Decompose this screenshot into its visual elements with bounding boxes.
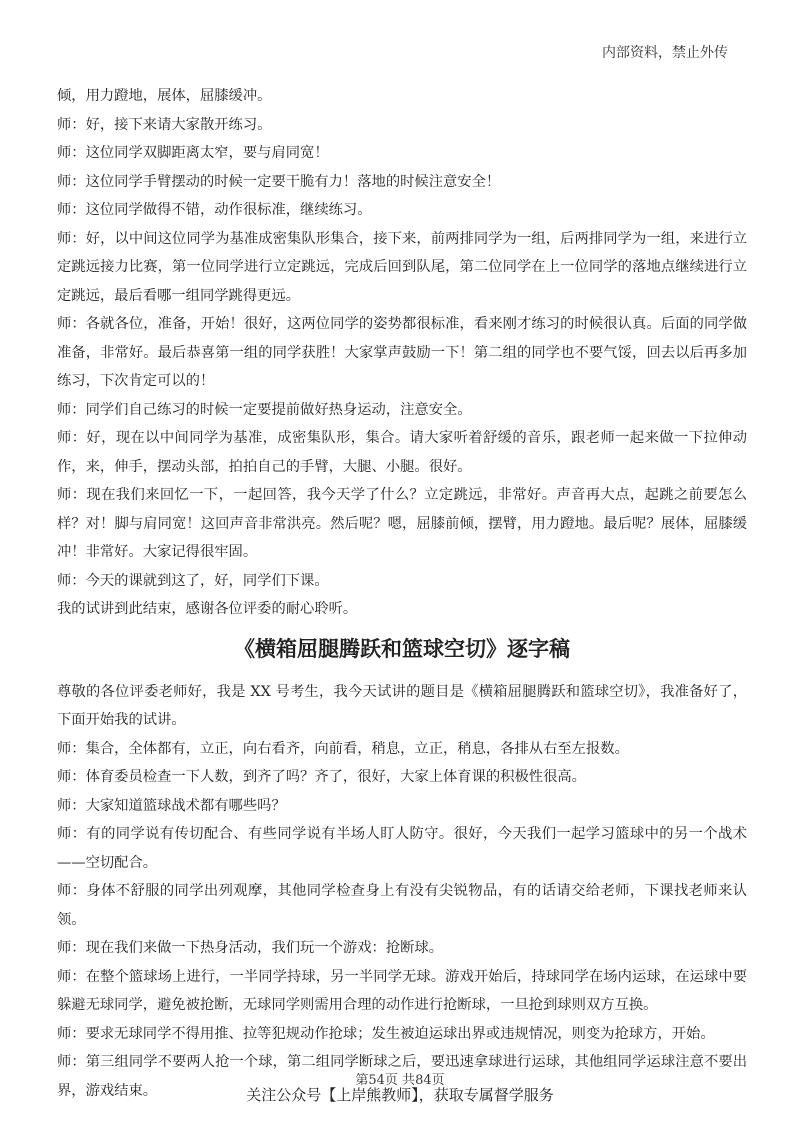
paragraph: 师：今天的课就到这了，好，同学们下课。 bbox=[57, 572, 329, 589]
paragraph: 师：好，接下来请大家散开练习。 bbox=[57, 116, 272, 133]
section-title: 《横箱屈腿腾跃和篮球空切》逐字稿 bbox=[234, 636, 570, 661]
paragraph: 师：这位同学双脚距离太窄，要与肩同宽！ bbox=[57, 145, 329, 161]
paragraph: 师：要求无球同学不得用推、拉等犯规动作抢球；发生被迫运球出界或违规情况，则变为抢球方，开始。 bbox=[57, 1025, 715, 1042]
footer-promo: 关注公众号【上岸熊教师】，获取专属督学服务 bbox=[246, 1086, 554, 1104]
section-1 bbox=[57, 82, 747, 624]
paragraph: 师：好，以中间这位同学为基准成密集队形集合，接下来，前两排同学为一组，后两排同学为一组，来进行立定跳远接力比赛，第一位同学进行立定跳远，完成后回到队尾，第二位同学在上一位同学的落地点继续进行立定跳远，最后看哪一组同学跳得更远。 bbox=[57, 230, 747, 304]
paragraph: 师：体育委员检查一下人数，到齐了吗？齐了，很好，大家上体育课的积极性很高。 bbox=[57, 769, 586, 785]
paragraph: 师：现在我们来做一下热身活动，我们玩一个游戏：抢断球。 bbox=[57, 940, 444, 956]
paragraph: 师：各就各位，准备，开始！很好，这两位同学的姿势都很标准，看来刚才练习的时候很认真。后面的同学做准备，非常好。最后恭喜第一组的同学获胜！大家掌声鼓励一下！第二组的同学也不要气馁，回去以后再多加练习，下次肯定可以的！ bbox=[57, 316, 747, 389]
section-2 bbox=[57, 678, 747, 1106]
paragraph: 师：第三组同学不要两人抢一个球，第二组同学断球之后，要迅速拿球进行运球，其他组同学运球注意不要出界，游戏结束。 bbox=[57, 1054, 747, 1099]
paragraph: 我的试讲到此结束，感谢各位评委的耐心聆听。 bbox=[57, 601, 358, 617]
page-number: 第54页 共84页 bbox=[355, 1073, 445, 1088]
paragraph: 师：好，现在以中间同学为基准，成密集队形，集合。请大家听着舒缓的音乐，跟老师一起来做一下拉伸动作，来，伸手，摆动头部，拍拍自己的手臂，大腿、小腿。很好。 bbox=[57, 430, 747, 475]
paragraph: 师：有的同学说有传切配合、有些同学说有半场人盯人防守。很好，今天我们一起学习篮球中的另一个战术——空切配合。 bbox=[57, 826, 747, 871]
confidential-notice: 内部资料，禁止外传 bbox=[602, 45, 728, 61]
paragraph: 师：集合，全体都有，立正，向右看齐，向前看，稍息，立正，稍息，各排从右至左报数。 bbox=[57, 740, 629, 757]
paragraph: 师：在整个篮球场上进行，一半同学持球，另一半同学无球。游戏开始后，持球同学在场内运球，在运球中要躲避无球同学，避免被抢断，无球同学则需用合理的动作进行抢断球，一旦抢到球则双方互换。 bbox=[57, 968, 747, 1013]
paragraph: 师：现在我们来回忆一下，一起回答，我今天学了什么？立定跳远，非常好。声音再大点，起跳之前要怎么样？对！脚与肩同宽！这回声音非常洪亮。然后呢？嗯，屈膝前倾，摆臂，用力蹬地。最后呢？展体，屈膝缓冲！非常好。大家记得很牢固。 bbox=[57, 487, 747, 560]
paragraph: 师：身体不舒服的同学出列观摩，其他同学检查身上有没有尖锐物品，有的话请交给老师，下课找老师来认领。 bbox=[57, 883, 747, 928]
document-body bbox=[57, 82, 747, 1105]
paragraph: 师：同学们自己练习的时候一定要提前做好热身运动，注意安全。 bbox=[57, 401, 472, 418]
paragraph: 倾，用力蹬地，展体，屈膝缓冲。 bbox=[57, 88, 272, 104]
paragraph: 师：这位同学手臂摆动的时候一定要干脆有力！落地的时候注意安全！ bbox=[57, 173, 501, 190]
paragraph: 尊敬的各位评委老师好，我是 XX 号考生，我今天试讲的题目是《横箱屈腿腾跃和篮球空切》，我准备好了，下面开始我的试讲。 bbox=[57, 683, 747, 728]
paragraph: 师：这位同学做得不错，动作很标准，继续练习。 bbox=[57, 202, 372, 218]
paragraph: 师：大家知道篮球战术都有哪些吗？ bbox=[57, 797, 286, 814]
